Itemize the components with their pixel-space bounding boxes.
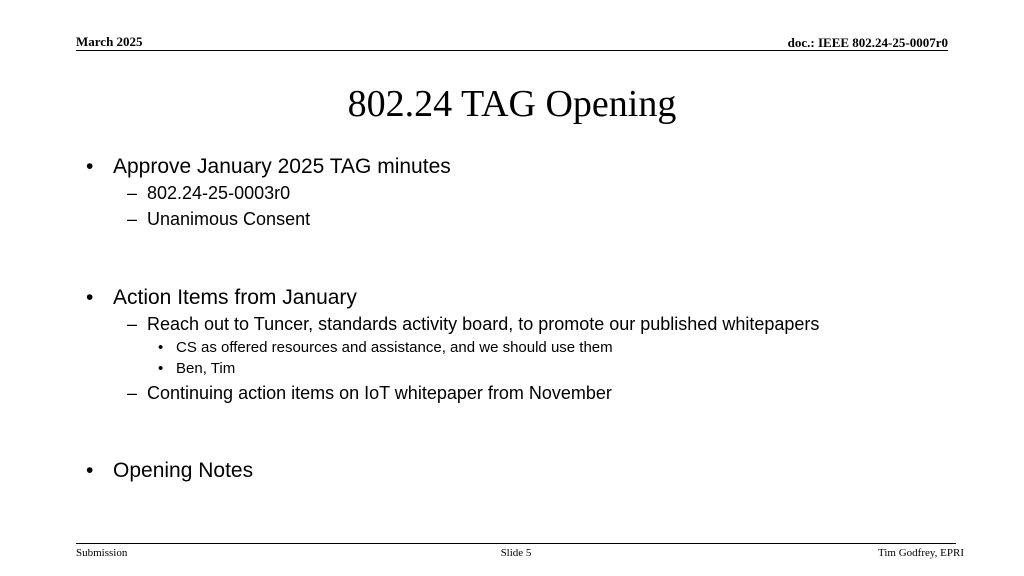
sub-bullet-item <box>127 382 612 404</box>
sub-bullet-text: Reach out to Tuncer, standards activity board, to promote our published whitepapers <box>147 314 820 334</box>
sub-bullet-item <box>127 182 291 204</box>
dash-marker: – <box>127 314 138 334</box>
sub-bullet-text: 802.24-25-0003r0 <box>147 183 291 203</box>
bullet-item <box>86 285 357 311</box>
header-date: March 2025 <box>76 34 143 49</box>
sub-sub-bullet-item <box>158 338 613 357</box>
dash-marker: – <box>127 383 138 403</box>
bullet-text: Approve January 2025 TAG minutes <box>113 155 451 178</box>
footer-rule <box>76 543 956 544</box>
bullet-marker: • <box>158 360 164 377</box>
bullet-marker: • <box>158 339 164 356</box>
dash-marker: – <box>127 209 138 229</box>
bullet-marker: • <box>86 155 94 178</box>
footer-author: Tim Godfrey, EPRI <box>878 547 964 559</box>
sub-sub-bullet-item <box>158 359 236 378</box>
sub-bullet-text: Unanimous Consent <box>147 209 311 229</box>
bullet-marker: • <box>86 286 94 309</box>
sub-sub-bullet-text: Ben, Tim <box>176 360 236 377</box>
sub-bullet-item <box>127 208 311 230</box>
sub-sub-bullet-text: CS as offered resources and assistance, and we should use them <box>176 339 613 356</box>
dash-marker: – <box>127 183 138 203</box>
bullet-item <box>86 154 451 180</box>
sub-bullet-text: Continuing action items on IoT whitepaper from November <box>147 383 612 403</box>
slide-title: 802.24 TAG Opening <box>347 83 677 125</box>
header-doc-id: doc.: IEEE 802.24-25-0007r0 <box>787 35 948 50</box>
sub-bullet-item <box>127 313 820 335</box>
bullet-marker: • <box>86 459 94 482</box>
footer-slide-number: Slide 5 <box>500 547 532 559</box>
bullet-text: Action Items from January <box>113 286 357 309</box>
bullet-item <box>86 458 254 484</box>
footer-submission: Submission <box>76 547 128 559</box>
bullet-text: Opening Notes <box>113 459 254 482</box>
